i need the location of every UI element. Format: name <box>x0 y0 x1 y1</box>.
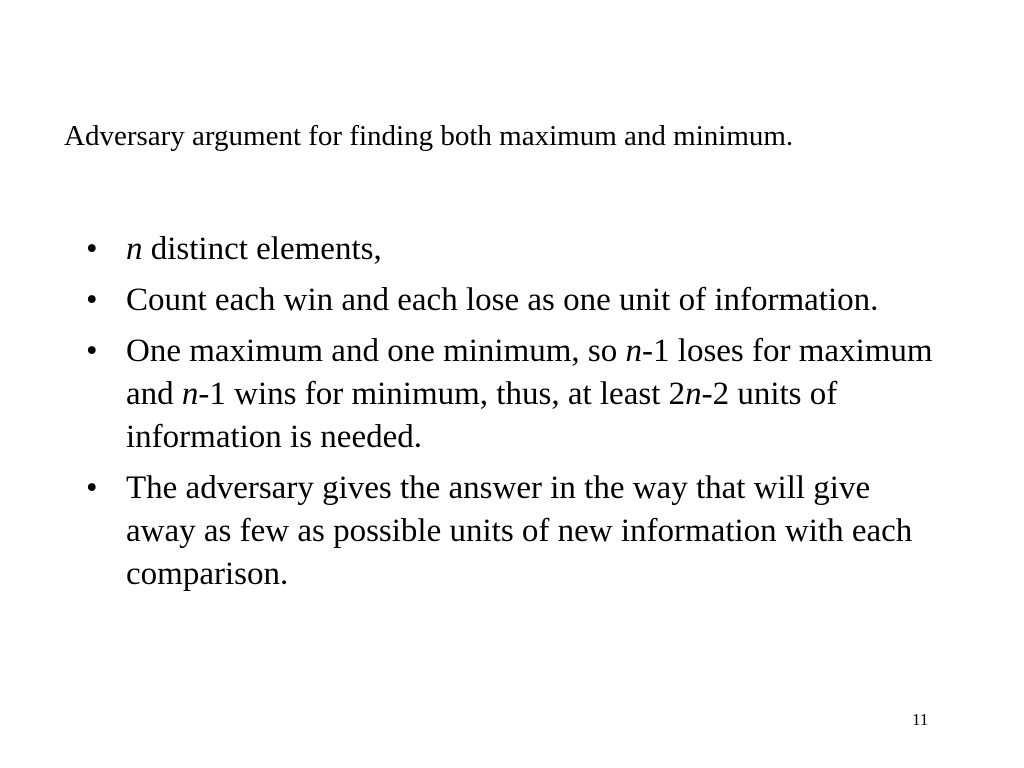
bullet-marker: • <box>86 333 98 369</box>
bullet-text: -2 units of information is needed. <box>126 376 838 455</box>
bullet-marker: • <box>86 231 98 267</box>
slide-title: Adversary argument for finding both maximum and minimum. <box>64 120 794 152</box>
bullet-item-count <box>86 279 946 322</box>
bullet-text: The adversary gives the answer in the way that will give away as few as possible units of new information with each comparison. <box>126 470 913 592</box>
bullet-item-adversary <box>86 467 946 596</box>
bullet-list <box>86 228 946 604</box>
bullet-text-var: n <box>685 376 702 412</box>
bullet-text: One maximum and one minimum, so <box>126 333 626 369</box>
bullet-item-max-min <box>86 330 946 459</box>
bullet-text: Count each win and each lose as one unit of information. <box>126 282 879 318</box>
bullet-text: -1 wins for minimum, thus, at least 2 <box>198 376 686 412</box>
bullet-text-var: n <box>126 231 143 267</box>
bullet-marker: • <box>86 282 98 318</box>
bullet-text: -1 loses for maximum and <box>126 333 933 412</box>
bullet-text-var: n <box>181 376 199 412</box>
bullet-marker: • <box>86 470 98 506</box>
bullet-text: distinct elements, <box>142 231 382 267</box>
bullet-text-var: n <box>625 333 643 369</box>
page-number: 11 <box>912 710 929 729</box>
bullet-item-elements <box>86 228 946 271</box>
